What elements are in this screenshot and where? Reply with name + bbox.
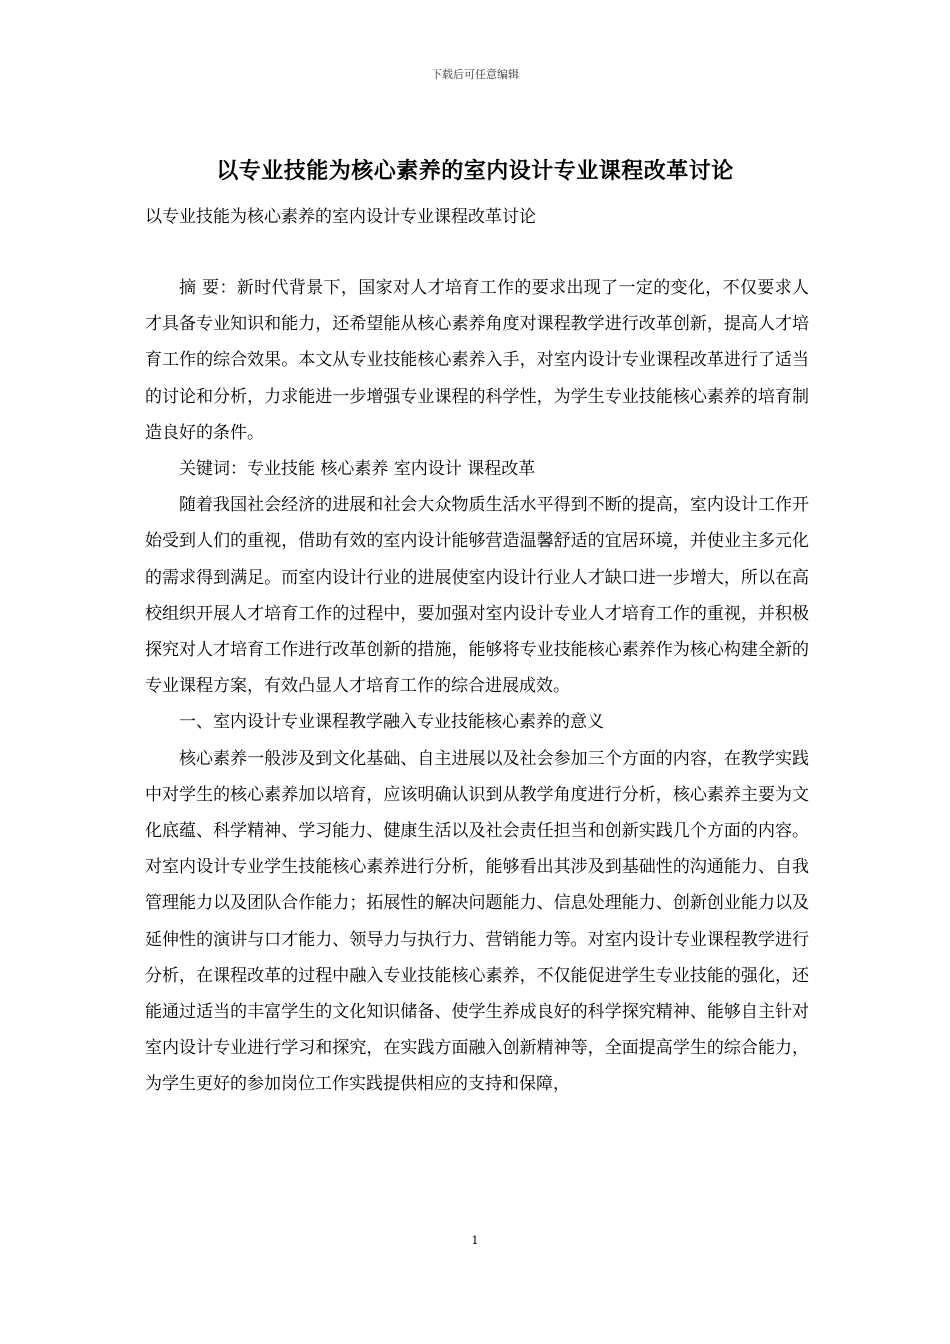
intro-paragraph: 随着我国社会经济的进展和社会大众物质生活水平得到不断的提高，室内设计工作开始受到人们的重视，借助有效的室内设计能够营造温馨舒适的宜居环境，并使业主多元化的需求得到满足。而室内设计行业的进展使室内设计行业人才缺口进一步增大，所以在高校组织开展人才培育工作的过程中，要加强对室内设计专业人才培育工作的重视，并积极探究对人才培育工作进行改革创新的措施，能够将专业技能核心素养作为核心构建全新的专业课程方案，有效凸显人才培育工作的综合进展成效。 <box>145 495 809 697</box>
header-note: 下载后可任意编辑 <box>431 68 519 81</box>
section-paragraph: 核心素养一般涉及到文化基础、自主进展以及社会参加三个方面的内容，在教学实践中对学生的核心素养加以培育，应该明确认识到从教学角度进行分析，核心素养主要为文化底蕴、科学精神、学习能力、健康生活以及社会责任担当和创新实践几个方面的内容。对室内设计专业学生技能核心素养进行分析，能够看出其涉及到基础性的沟通能力、自我管理能力以及团队合作能力；拓展性的解决问题能力、信息处理能力、创新创业能力以及延伸性的演讲与口才能力、领导力与执行力、营销能力等。对室内设计专业课程教学进行分析，在课程改革的过程中融入专业技能核心素养，不仅能促进学生专业技能的强化，还能通过适当的丰富学生的文化知识储备、使学生养成良好的科学探究精神、能够自主针对室内设计专业进行学习和探究，在实践方面融入创新精神等，全面提高学生的综合能力，为学生更好的参加岗位工作实践提供相应的支持和保障， <box>145 748 809 1095</box>
page-number: 1 <box>471 1234 479 1247</box>
document-subtitle: 以专业技能为核心素养的室内设计专业课程改革讨论 <box>145 207 536 227</box>
document-body <box>145 270 809 1103</box>
document-title: 以专业技能为核心素养的室内设计专业课程改革讨论 <box>216 158 734 184</box>
keywords-paragraph: 关键词：专业技能 核心素养 室内设计 课程改革 <box>179 459 536 480</box>
abstract-paragraph: 摘 要：新时代背景下，国家对人才培育工作的要求出现了一定的变化，不仅要求人才具备专业知识和能力，还希望能从核心素养角度对课程教学进行改革创新，提高人才培育工作的综合效果。本文从专业技能核心素养入手，对室内设计专业课程改革进行了适当的讨论和分析，力求能进一步增强专业课程的科学性，为学生专业技能核心素养的培育制造良好的条件。 <box>145 278 809 443</box>
section-heading: 一、室内设计专业课程教学融入专业技能核心素养的意义 <box>179 712 604 733</box>
